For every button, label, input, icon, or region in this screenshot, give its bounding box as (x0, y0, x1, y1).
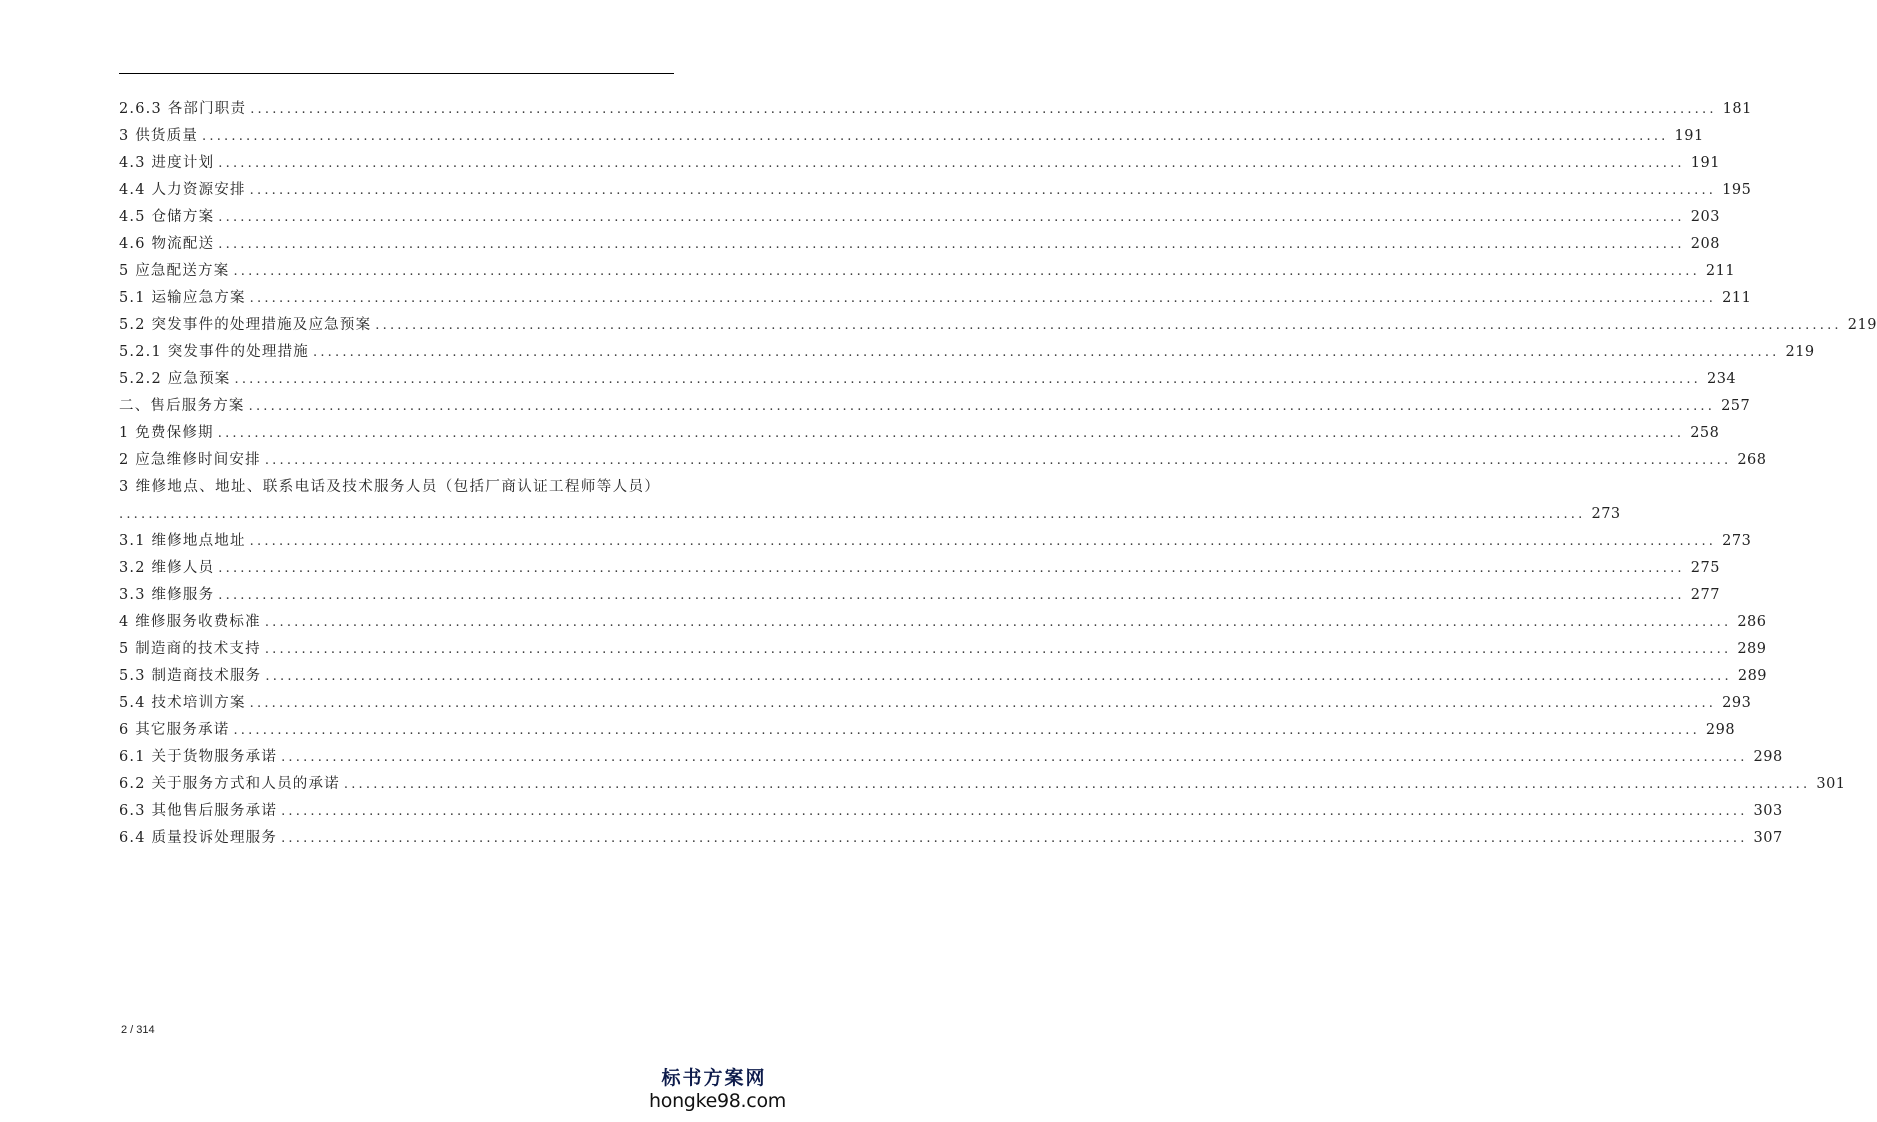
toc-entry-label: 3 供货质量 (119, 128, 199, 144)
toc-entry-label: 5.2.2 应急预案 (119, 371, 231, 387)
toc-entry[interactable] (119, 447, 1767, 474)
dot-leader: ........................................................................................................................................................................................................ (375, 318, 1842, 333)
toc-entry[interactable] (119, 339, 1815, 366)
toc-entry[interactable] (119, 285, 1752, 312)
toc-entry-page: 208 (1690, 236, 1720, 252)
toc-entry[interactable] (119, 744, 1783, 771)
toc-entry[interactable] (119, 312, 1877, 339)
header-rule (119, 73, 674, 74)
dot-leader: ........................................................................................................................................................................................................ (281, 831, 1748, 846)
toc-entry-page: 307 (1753, 830, 1783, 846)
dot-leader: ........................................................................................................................................................................................................ (264, 453, 1732, 468)
toc-entry[interactable] (119, 96, 1752, 123)
dot-leader: ........................................................................................................................................................................................................ (233, 264, 1700, 279)
toc-entry[interactable] (119, 258, 1736, 285)
toc-entry-page: 234 (1706, 371, 1737, 387)
toc-entry-label: 6.4 质量投诉处理服务 (119, 830, 278, 846)
toc-entry-label: 6 其它服务承诺 (119, 722, 230, 738)
table-of-contents (119, 96, 1877, 852)
toc-entry-label: 5.4 技术培训方案 (119, 695, 246, 711)
toc-entry-page: 275 (1690, 560, 1720, 576)
dot-leader: ........................................................................................................................................................................................................ (202, 129, 1669, 144)
toc-entry-label: 1 免费保修期 (119, 425, 214, 441)
toc-entry[interactable] (119, 528, 1752, 555)
watermark-name: 标书方案网 (661, 1067, 767, 1089)
toc-entry[interactable] (119, 717, 1736, 744)
toc-entry[interactable] (119, 204, 1720, 231)
toc-entry-page: 301 (1816, 776, 1846, 792)
toc-entry[interactable] (119, 420, 1720, 447)
dot-leader: ........................................................................................................................................................................................................ (249, 534, 1717, 549)
toc-entry-label: 4 维修服务收费标准 (119, 614, 261, 630)
dot-leader: ........................................................................................................................................................................................................ (250, 102, 1717, 117)
toc-entry[interactable] (119, 393, 1751, 420)
toc-entry-label: 2.6.3 各部门职责 (119, 101, 247, 117)
toc-entry-page: 219 (1785, 344, 1815, 360)
toc-entry-label: 5.3 制造商技术服务 (119, 668, 262, 684)
dot-leader: ........................................................................................................................................................................................................ (343, 777, 1811, 792)
toc-entry-label: 3.2 维修人员 (119, 560, 215, 576)
toc-entry[interactable] (119, 555, 1720, 582)
toc-entry[interactable] (119, 690, 1752, 717)
dot-leader: ........................................................................................................................................................................................................ (218, 210, 1685, 225)
toc-entry[interactable] (119, 474, 673, 501)
dot-leader: ........................................................................................................................................................................................................ (313, 345, 1780, 360)
toc-entry-page: 268 (1737, 452, 1767, 468)
toc-entry[interactable] (119, 798, 1783, 825)
dot-leader: ........................................................................................................................................................................................................ (218, 156, 1685, 171)
toc-entry[interactable] (119, 825, 1783, 852)
toc-entry[interactable] (119, 177, 1752, 204)
toc-entry-page: 219 (1847, 317, 1877, 333)
dot-leader: ........................................................................................................................................................................................................ (264, 615, 1732, 630)
toc-entry-label: 6.2 关于服务方式和人员的承诺 (119, 776, 340, 792)
toc-entry-page: 293 (1722, 695, 1752, 711)
toc-entry-label: 4.3 进度计划 (119, 155, 215, 171)
toc-entry[interactable] (119, 636, 1767, 663)
toc-entry-label: 6.1 关于货物服务承诺 (119, 749, 278, 765)
watermark-logo (649, 1066, 786, 1112)
toc-entry-label: 5.2.1 突发事件的处理措施 (119, 344, 310, 360)
toc-entry-page: 257 (1721, 398, 1751, 414)
dot-leader: ........................................................................................................................................................................................................ (233, 723, 1700, 738)
toc-entry-label: 5.1 运输应急方案 (119, 290, 246, 306)
toc-entry[interactable] (119, 582, 1720, 609)
dot-leader: ........................................................................................................................................................................................................ (249, 696, 1717, 711)
dot-leader: ........................................................................................................................................................................................................ (281, 750, 1748, 765)
dot-leader: ........................................................................................................................................................................................................ (218, 588, 1685, 603)
toc-entry-page: 191 (1674, 128, 1704, 144)
dot-leader: ........................................................................................................................................................................................................ (249, 291, 1717, 306)
toc-entry-label: 4.6 物流配送 (119, 236, 215, 252)
toc-entry-label: 4.5 仓储方案 (119, 209, 215, 225)
toc-entry-label: 2 应急维修时间安排 (119, 452, 261, 468)
toc-entry[interactable] (119, 231, 1720, 258)
toc-entry-page: 195 (1722, 182, 1752, 198)
toc-entry-page: 203 (1690, 209, 1720, 225)
toc-entry-label: 5 应急配送方案 (119, 263, 230, 279)
dot-leader: ........................................................................................................................................................................................................ (217, 426, 1685, 441)
dot-leader: ........................................................................................................................................................................................................ (218, 237, 1685, 252)
toc-entry[interactable] (119, 663, 1768, 690)
dot-leader: ........................................................................................................................................................................................................ (119, 507, 1586, 522)
toc-entry-continuation[interactable] (119, 501, 1621, 528)
toc-entry-page: 303 (1753, 803, 1783, 819)
dot-leader: ........................................................................................................................................................................................................ (249, 183, 1717, 198)
toc-entry-page: 289 (1737, 668, 1768, 684)
dot-leader: ........................................................................................................................................................................................................ (248, 399, 1716, 414)
toc-entry-page: 298 (1705, 722, 1736, 738)
toc-entry-label: 二、售后服务方案 (119, 398, 245, 414)
dot-leader: ........................................................................................................................................................................................................ (218, 561, 1685, 576)
toc-entry-label: 3.1 维修地点地址 (119, 533, 246, 549)
toc-entry[interactable] (119, 150, 1720, 177)
toc-entry-page: 211 (1722, 290, 1752, 306)
toc-entry-label: 4.4 人力资源安排 (119, 182, 246, 198)
toc-entry-page: 289 (1737, 641, 1767, 657)
toc-entry-label: 5 制造商的技术支持 (119, 641, 261, 657)
toc-entry[interactable] (119, 609, 1767, 636)
toc-entry-page: 273 (1722, 533, 1752, 549)
watermark-url: hongke98.com (649, 1090, 786, 1112)
toc-entry-label: 5.2 突发事件的处理措施及应急预案 (119, 317, 372, 333)
toc-entry[interactable] (119, 771, 1846, 798)
page-number: 2 / 314 (121, 1024, 155, 1036)
toc-entry-page: 211 (1705, 263, 1736, 279)
toc-entry-page: 286 (1737, 614, 1767, 630)
toc-entry-label: 3.3 维修服务 (119, 587, 215, 603)
dot-leader: ........................................................................................................................................................................................................ (234, 372, 1701, 387)
toc-entry-page: 277 (1690, 587, 1720, 603)
toc-entry-page: 181 (1722, 101, 1752, 117)
toc-entry-page: 273 (1591, 506, 1621, 522)
dot-leader: ........................................................................................................................................................................................................ (281, 804, 1748, 819)
toc-entry-label: 6.3 其他售后服务承诺 (119, 803, 278, 819)
toc-entry-page: 191 (1690, 155, 1720, 171)
dot-leader: ........................................................................................................................................................................................................ (265, 669, 1732, 684)
toc-entry[interactable] (119, 123, 1704, 150)
toc-entry-label: 3 维修地点、地址、联系电话及技术服务人员（包括厂商认证工程师等人员） (119, 479, 661, 495)
toc-entry[interactable] (119, 366, 1737, 393)
dot-leader: ........................................................................................................................................................................................................ (264, 642, 1732, 657)
toc-entry-page: 298 (1753, 749, 1783, 765)
toc-entry-page: 258 (1690, 425, 1720, 441)
